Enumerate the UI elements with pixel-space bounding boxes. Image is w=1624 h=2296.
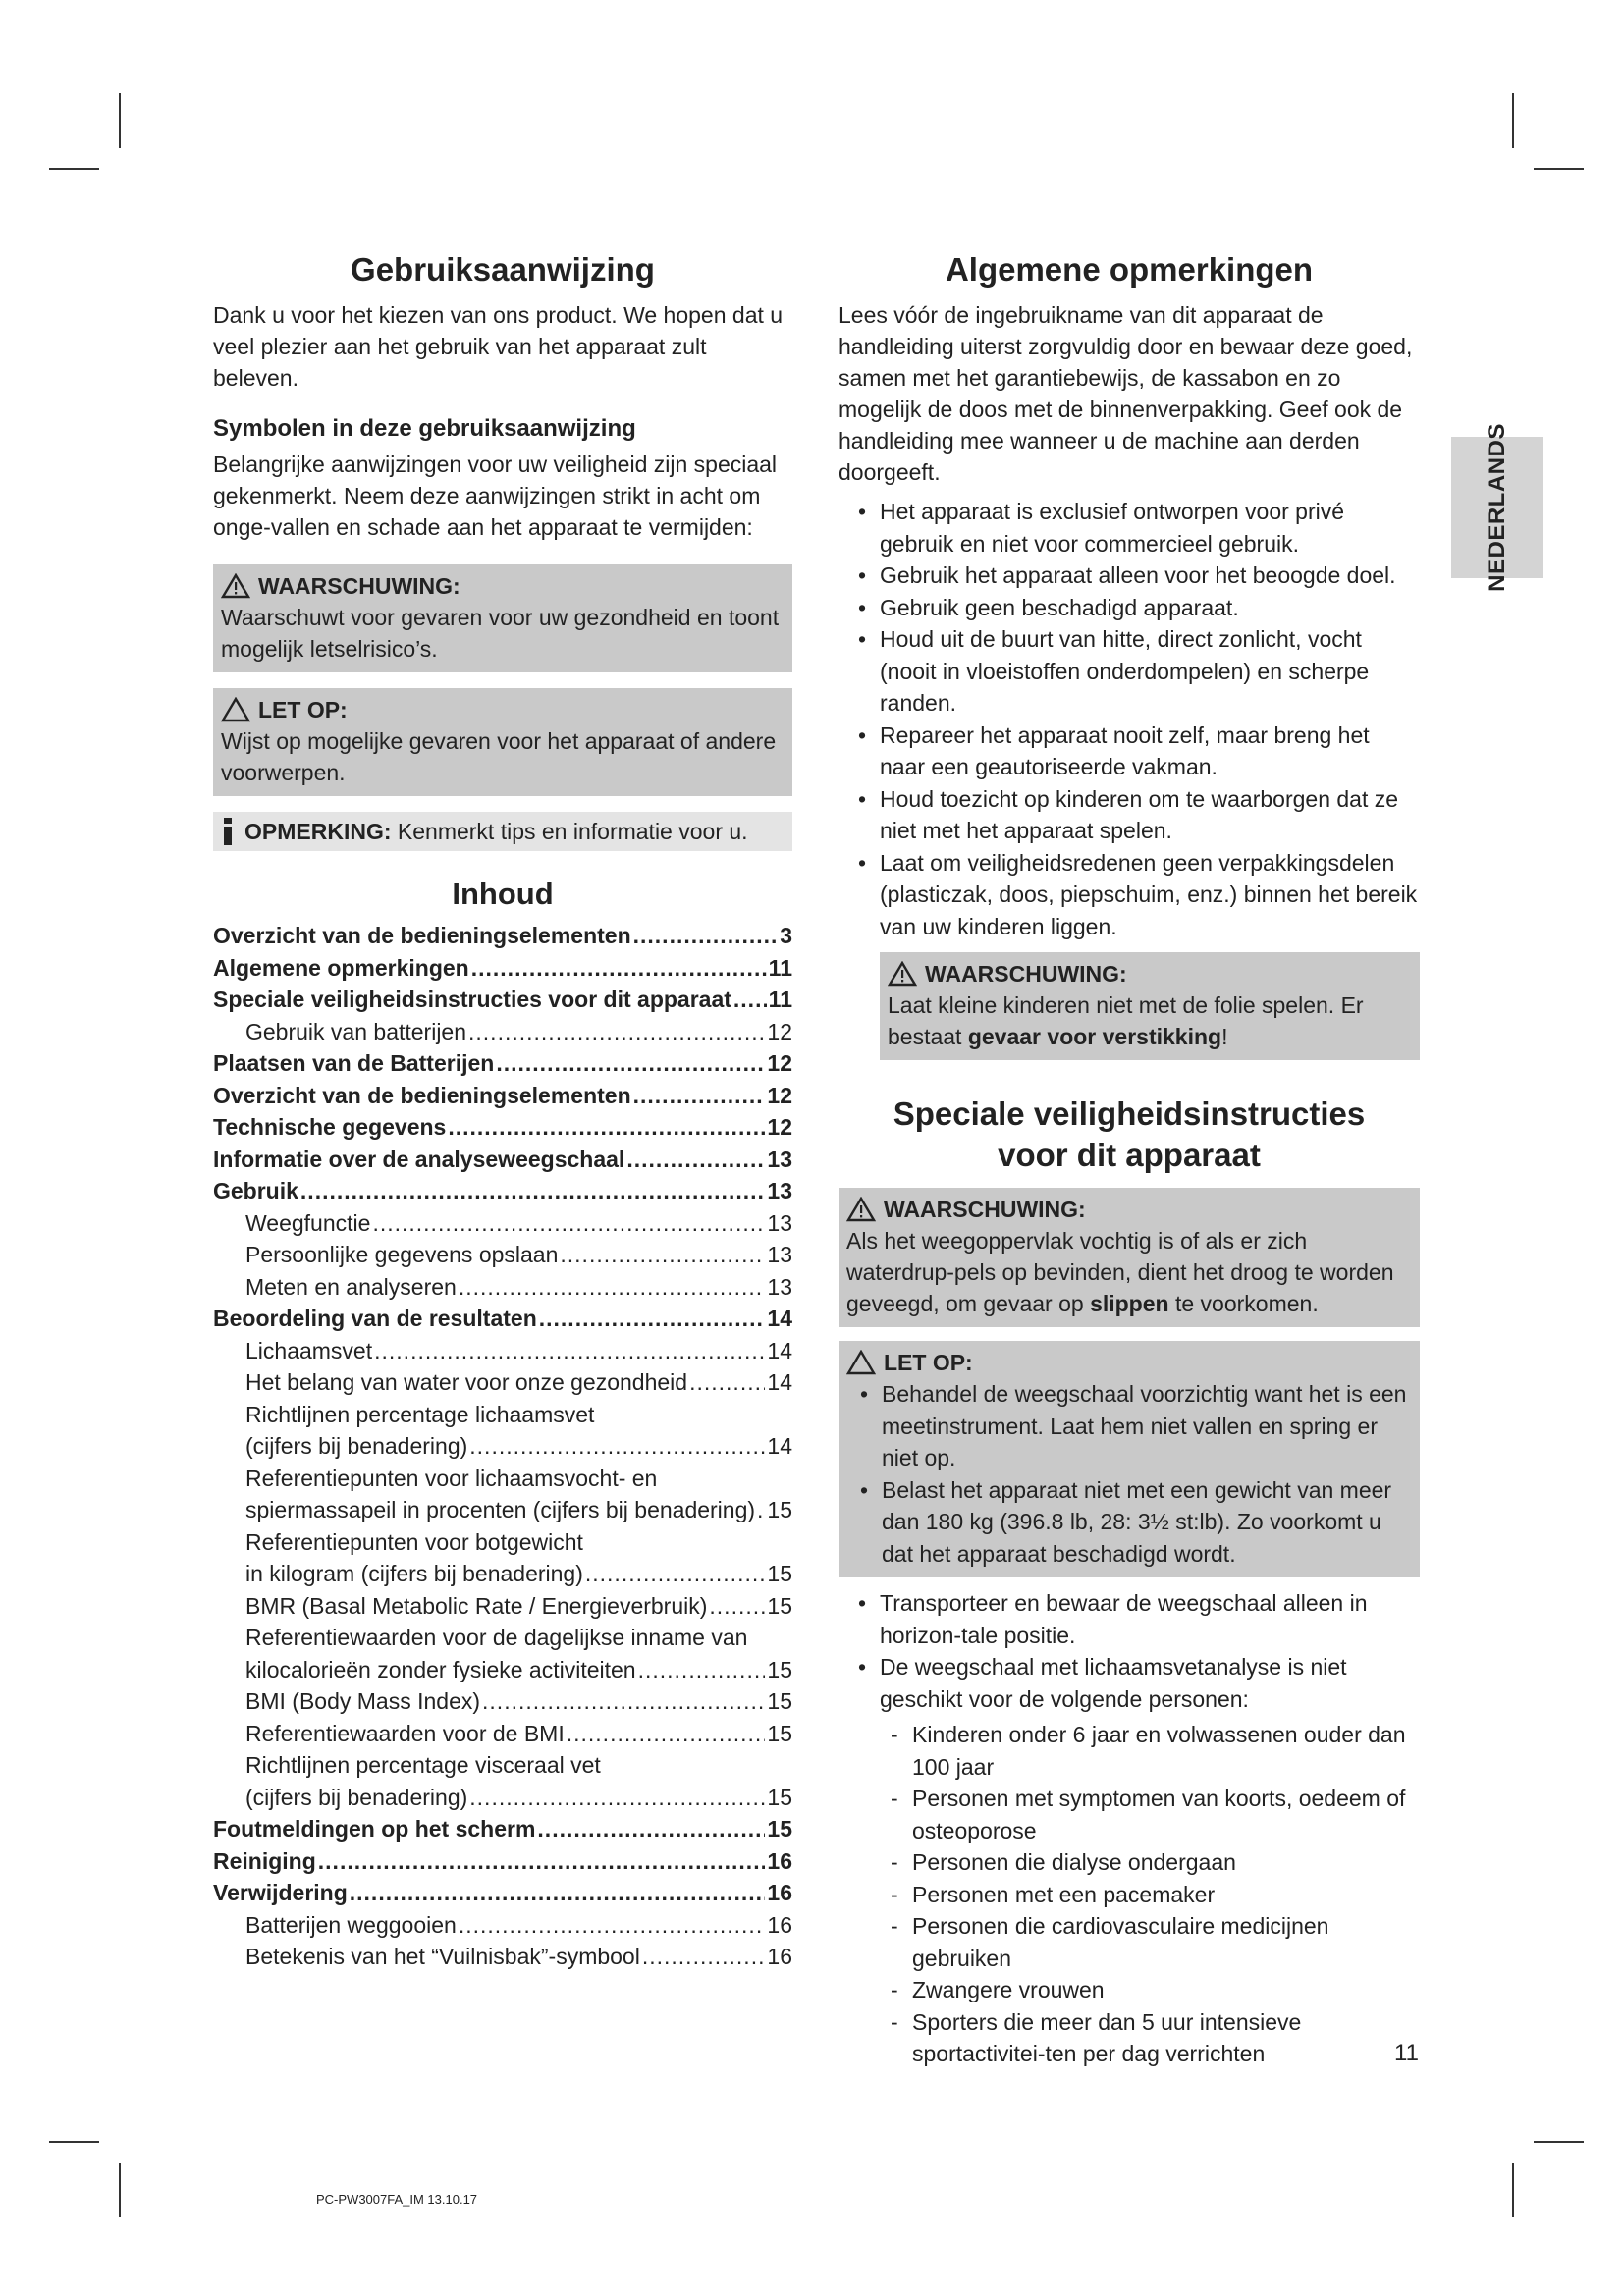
list-item: • Houd toezicht op kinderen om te waarborgen dat ze niet met het apparaat spelen. bbox=[858, 785, 1399, 843]
footer-doc-id: PC-PW3007FA_IM 13.10.17 bbox=[316, 2192, 478, 2207]
caution-title-row bbox=[846, 1347, 1412, 1378]
toc-row[interactable]: Plaatsen van de Batterijen ..... 12 bbox=[213, 1047, 792, 1080]
transport-bullet-list bbox=[839, 1587, 1420, 1715]
toc-row[interactable]: Betekenis van het “Vuilnisbak”-symbool ..... 16 bbox=[213, 1941, 792, 1973]
warning-box-slippery bbox=[839, 1188, 1420, 1327]
toc-row[interactable]: Foutmeldingen op het scherm ..... 15 bbox=[213, 1813, 792, 1845]
note-label: OPMERKING: bbox=[244, 819, 392, 844]
crop-mark bbox=[119, 2163, 121, 2217]
left-column bbox=[213, 250, 792, 1973]
list-item: • Transporteer en bewaar de weegschaal alleen in horizon-tale positie. bbox=[858, 1590, 1368, 1648]
toc-row-continued[interactable]: Richtlijnen percentage visceraal vet bbox=[245, 1752, 601, 1778]
toc-row[interactable]: kilocalorieën zonder fysieke activiteiten ..... 15 bbox=[213, 1654, 792, 1686]
crop-mark bbox=[1512, 2163, 1514, 2217]
intro-text: Dank u voor het kiezen van ons product. We hopen dat u veel plezier aan het gebruik van het apparaat zult beleven. bbox=[213, 302, 784, 391]
warning-triangle-icon bbox=[888, 961, 917, 987]
warning-title: WAARSCHUWING: bbox=[925, 961, 1127, 987]
caution-triangle-icon bbox=[221, 697, 250, 722]
language-side-tab bbox=[1451, 423, 1543, 592]
warning-triangle-icon bbox=[221, 573, 250, 599]
safety-instructions-title: Speciale veiligheidsinstructies voor dit apparaat bbox=[893, 1095, 1366, 1173]
toc-row[interactable]: (cijfers bij benadering) ..... 15 bbox=[213, 1782, 792, 1814]
caution-title-row bbox=[221, 694, 785, 725]
excluded-persons-list bbox=[839, 1719, 1420, 2070]
warning-box-foil bbox=[880, 952, 1420, 1060]
toc-row[interactable]: Reiniging ..... 16 bbox=[213, 1845, 792, 1878]
warning-text: Als het weegoppervlak vochtig is of als er zich waterdrup-pels op bevinden, dient het droog te worden geveegd, om gevaar op slippen te voorkomen. bbox=[846, 1228, 1394, 1316]
toc-row[interactable]: Persoonlijke gegevens opslaan ..... 13 bbox=[213, 1239, 792, 1271]
crop-mark bbox=[1534, 168, 1584, 170]
warning-title-row bbox=[846, 1194, 1412, 1225]
warning-text: Laat kleine kinderen niet met de folie spelen. Er bestaat gevaar voor verstikking! bbox=[888, 992, 1364, 1049]
toc-row[interactable]: spiermassapeil in procenten (cijfers bij benadering) ..... 15 bbox=[213, 1494, 792, 1526]
toc-row[interactable]: (cijfers bij benadering) ..... 14 bbox=[213, 1430, 792, 1463]
info-icon bbox=[221, 818, 235, 845]
note-box bbox=[213, 812, 792, 851]
list-item: • De weegschaal met lichaamsvetanalyse is niet geschikt voor de volgende personen: bbox=[858, 1654, 1347, 1712]
language-label: NEDERLANDS bbox=[1484, 423, 1510, 592]
warning-text: Waarschuwt voor gevaren voor uw gezondheid en toont mogelijk letselrisico’s. bbox=[221, 605, 780, 662]
caution-bullet-list bbox=[846, 1378, 1412, 1570]
toc-row[interactable]: Beoordeling van de resultaten ..... 14 bbox=[213, 1303, 792, 1335]
toc-row[interactable]: Technische gegevens ..... 12 bbox=[213, 1111, 792, 1144]
warning-triangle-icon bbox=[846, 1197, 876, 1222]
crop-mark bbox=[1512, 93, 1514, 148]
symbols-text: Belangrijke aanwijzingen voor uw veiligheid zijn speciaal gekenmerkt. Neem deze aanwijzingen strikt in acht om onge-vallen en schade aan het apparaat te vermijden: bbox=[213, 452, 778, 540]
crop-mark bbox=[49, 168, 99, 170]
general-remarks-intro: Lees vóór de ingebruikname van dit apparaat de handleiding uiterst zorgvuldig door en bewaar deze goed, samen met het garantiebewijs, de kassabon en zo mogelijk de doos met de binnenverpakking. Geef ook de handleiding mee wanneer u de machine aan derden doorgeeft. bbox=[839, 302, 1413, 485]
crop-mark bbox=[1534, 2141, 1584, 2143]
toc-row[interactable]: Verwijdering ..... 16 bbox=[213, 1877, 792, 1909]
warning-box bbox=[213, 564, 792, 672]
toc-row[interactable]: Informatie over de analyseweegschaal ..... 13 bbox=[213, 1144, 792, 1176]
list-item: - Personen met symptomen van koorts, oedeem of osteoporose bbox=[891, 1786, 1406, 1843]
manual-title: Gebruiksaanwijzing bbox=[351, 251, 655, 288]
general-remarks-title: Algemene opmerkingen bbox=[945, 251, 1314, 288]
list-item: • Houd uit de buurt van hitte, direct zonlicht, vocht (nooit in vloeistoffen onderdompelen) en scherpe randen. bbox=[858, 626, 1370, 716]
note-text: Kenmerkt tips en informatie voor u. bbox=[397, 819, 748, 844]
toc-row[interactable]: Speciale veiligheidsinstructies voor dit apparaat ..... 11 bbox=[213, 984, 792, 1016]
toc-row[interactable]: Meten en analyseren ..... 13 bbox=[213, 1271, 792, 1304]
list-item: - Sporters die meer dan 5 uur intensieve sportactivitei-ten per dag verrichten bbox=[891, 2008, 1302, 2066]
right-column bbox=[839, 250, 1420, 2070]
warning-title: WAARSCHUWING: bbox=[884, 1197, 1086, 1222]
list-item: • Het apparaat is exclusief ontworpen voor privé gebruik en niet voor commercieel gebruik. bbox=[858, 499, 1345, 557]
toc-row[interactable]: Referentiewaarden voor de BMI ..... 15 bbox=[213, 1718, 792, 1750]
caution-box bbox=[213, 688, 792, 796]
list-item: - Personen die cardiovasculaire medicijnen gebruiken bbox=[891, 1913, 1329, 1971]
list-item: • Repareer het apparaat nooit zelf, maar breng het naar een geautoriseerde vakman. bbox=[858, 721, 1370, 779]
list-item: - Kinderen onder 6 jaar en volwassenen ouder dan 100 jaar bbox=[891, 1722, 1406, 1780]
toc-row[interactable]: Algemene opmerkingen ..... 11 bbox=[213, 952, 792, 985]
table-of-contents bbox=[213, 920, 792, 1973]
toc-row-continued[interactable]: Referentiewaarden voor de dagelijkse inname van bbox=[245, 1625, 748, 1650]
list-item: • Belast het apparaat niet met een gewicht van meer dan 180 kg (396.8 lb, 28: 3½ st:lb). Zo voorkomt u dat het apparaat beschadigd wordt. bbox=[860, 1476, 1392, 1567]
list-item: - Zwangere vrouwen bbox=[891, 1977, 1105, 2002]
crop-mark bbox=[49, 2141, 99, 2143]
caution-title: LET OP: bbox=[258, 697, 348, 722]
list-item: - Personen die dialyse ondergaan bbox=[891, 1849, 1236, 1875]
toc-row[interactable]: Overzicht van de bedieningselementen ..... 12 bbox=[213, 1080, 792, 1112]
caution-title: LET OP: bbox=[884, 1350, 973, 1375]
toc-row[interactable]: Lichaamsvet ..... 14 bbox=[213, 1335, 792, 1367]
list-item: • Behandel de weegschaal voorzichtig want het is een meetinstrument. Laat hem niet vallen en spring er niet op. bbox=[860, 1381, 1407, 1470]
list-item: - Personen met een pacemaker bbox=[891, 1881, 1216, 1907]
caution-text: Wijst op mogelijke gevaren voor het apparaat of andere voorwerpen. bbox=[221, 728, 777, 785]
warning-title-row bbox=[221, 570, 785, 602]
toc-row[interactable]: Het belang van water voor onze gezondheid ..... 14 bbox=[213, 1366, 792, 1399]
crop-mark bbox=[119, 93, 121, 148]
toc-row[interactable]: Weegfunctie ..... 13 bbox=[213, 1207, 792, 1240]
list-item: • Gebruik het apparaat alleen voor het beoogde doel. bbox=[858, 562, 1396, 588]
general-bullet-list bbox=[839, 496, 1420, 942]
toc-title: Inhoud bbox=[452, 877, 554, 911]
warning-title-row bbox=[888, 958, 1412, 989]
list-item: • Gebruik geen beschadigd apparaat. bbox=[858, 594, 1239, 620]
toc-row[interactable]: BMI (Body Mass Index) ..... 15 bbox=[213, 1685, 792, 1718]
toc-row[interactable]: Batterijen weggooien ..... 16 bbox=[213, 1909, 792, 1942]
toc-row-continued[interactable]: Richtlijnen percentage lichaamsvet bbox=[245, 1401, 595, 1427]
caution-triangle-icon bbox=[846, 1350, 876, 1375]
caution-box-handling bbox=[839, 1341, 1420, 1577]
toc-row[interactable]: Gebruik ..... 13 bbox=[213, 1175, 792, 1207]
warning-title: WAARSCHUWING: bbox=[258, 573, 460, 599]
toc-row[interactable]: BMR (Basal Metabolic Rate / Energieverbruik) ..... 15 bbox=[213, 1590, 792, 1623]
toc-row[interactable]: Overzicht van de bedieningselementen ..... 3 bbox=[213, 920, 792, 952]
toc-row[interactable]: Gebruik van batterijen ..... 12 bbox=[213, 1016, 792, 1048]
toc-row-continued[interactable]: Referentiepunten voor botgewicht bbox=[245, 1528, 583, 1555]
toc-row-continued[interactable]: Referentiepunten voor lichaamsvocht- en bbox=[245, 1465, 658, 1491]
symbols-heading: Symbolen in deze gebruiksaanwijzing bbox=[213, 415, 636, 442]
page-number: 11 bbox=[1394, 2040, 1419, 2066]
list-item: • Laat om veiligheidsredenen geen verpakkingsdelen (plasticzak, doos, piepschuim, enz.) binnen het bereik van uw kinderen liggen. bbox=[858, 849, 1418, 939]
toc-row[interactable]: in kilogram (cijfers bij benadering) ..... 15 bbox=[213, 1558, 792, 1590]
